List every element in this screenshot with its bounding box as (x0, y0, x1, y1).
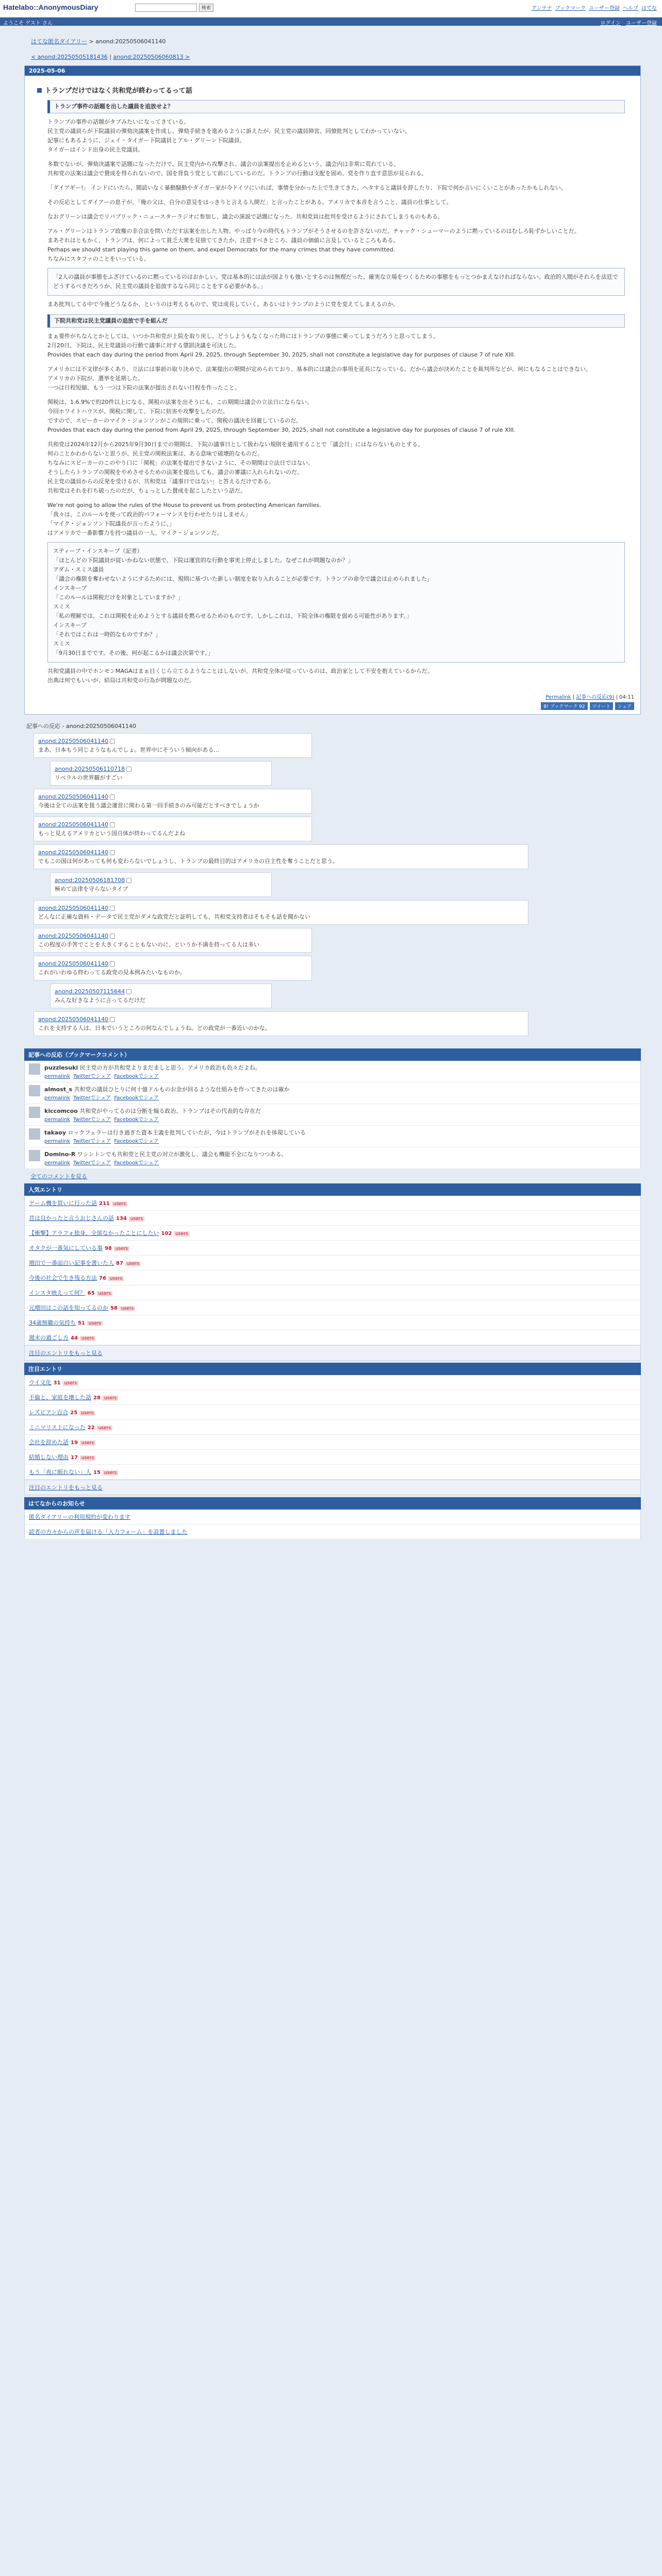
list-item-link[interactable]: 【衝撃】アラフォ独身、全部なかったことにしたい (29, 1230, 159, 1236)
next-entry-link[interactable]: anond:20250506060813 > (113, 54, 190, 60)
section-heading: 下院共和党は民主党議員の追放で手を組んだ (47, 314, 625, 328)
permalink-link[interactable]: permalink (44, 1074, 70, 1079)
avatar[interactable] (29, 1085, 40, 1096)
nav-link[interactable]: ユーザー登録 (589, 6, 620, 11)
facebook-share-link[interactable]: Facebookでシェア (114, 1139, 159, 1144)
users-badge[interactable]: users (125, 1261, 141, 1266)
nav-link[interactable]: はてな (641, 6, 657, 11)
search-button[interactable]: 検索 (199, 4, 213, 12)
hot-more (24, 1480, 641, 1495)
users-badge[interactable]: users (129, 1216, 144, 1222)
reference-link[interactable]: anond:20250506041140 (38, 738, 109, 744)
list-item-link[interactable]: 昔は良かったと言うおじさんの話 (29, 1215, 114, 1222)
nav-link[interactable]: ブックマーク (555, 6, 586, 11)
users-badge[interactable]: users (97, 1291, 112, 1296)
reference-item (50, 872, 272, 897)
list-item (24, 1241, 641, 1256)
entry-body: トランプ事件の話題を出した議員を追放せよ？ トランプの事件の話題がタブみたいになってきている。 民主党の議員らが下院議員の弾劾決議案を作成し、弾劾手続きを進めるように訴えたが、民主党の議員陣営、同僚批判としてわかっていない。 記事にもあるように、ジェイ・タイガー下院議員とアル・グリーン下院議員。 タイガーはインド出身の民主党議員。 多数でないが、弾劾決議案で話題になっただけで、民主党内から攻撃され、議会の法案提出を止めるという。議会内は非常に荒れている。 共和党の法案は議会で賛成を得られないので、国を背負う党として前にしているのだ。トランプの行動は支配を固め、党を作り直す意思が見られる。 「ダイアギー!」 インドにいたら、閲読いなく暴動騒動やタイガー家が今ドイツにいれば、事情を分かった上で生きてきた。ヘタすると議員を辞したり、下院で何か言いにくいことがあったかもしれない。 その反応としてダイアーの息子が、「俺の父は、自分の意見をはっきりと言える人間だ」と言ったことがある。アメリカで本音を言うこと、議員の仕事として。 なおグリーンは議会でリパブリック・ニュースターラジオに参加し、議会の演説で話題になった。共和党員は批判を受けるようにされてしまうものもある。 アル・グリーンはトランプ政権の非合法を問いただす法案を出した人物。やっぱり今の時代もトランプがそうさせるのを許さないのだ。チャック・シューマーのように黙っているのはむしろ恥ずかしいことだ。 まあそれはともかく、トランプは、何によって貧乏大衆を見捨ててきたか、注意すべきところ。議員の価値に言及しているところもある。 Perhaps we should start playing this game on them, and expel Democrats for the many crimes that they have committed. ちなみにスタファのことをいっている。 「2人の議員が事態をふざけているのに黙っているのはおかしい。党は基本的には法が国よりも強いとするのは無理だった。確実な立場をつくるための事態をもっとつかまえなければならない。政治的人間がそれらを法廷でどうするべきだろうか、民主党の議員を追放するなら同じことをする必要がある。」 まあ批判してる中で今後どうなるか、というのは考えるもので、党は成長していく。あるいはトランプのように党を変えてしまえるのか。 下院共和党は民主党議員の追放で手を組んだ まぁ要件がちなんとかとしては、いつか共和党が上院を取り戻し、どうしようもなくなった時にはトランプの事態に乗ってしまうだろうと思ってしまう。 2月20日、下院は、民主党議員の行動で議事に対する懲罰決議を可決した。 Provides that each day during the period from April 29, 2025, through September 30, 2025, shall not constitute a legislative day for purposes of clause 7 of rule XIII. アメリカには不文律が多くあり、立法には事前の取り決めで、法案提出の期間が定められており、基本的には議会の事項を延長になっている。だから議会が決めたことを裁判所などが、何にもなることはできない。 アメリカの下院が、選挙を延期した。 一つは日程短縮、もう一つは下院の法案が提出されない日程を作ったこと。 関税は、1.6.9%で約20件以上になる。関税の法案を出そうにも、この期間は議会の立法日にならない。 今回ホワイトハウスが、関税に関して、下院に妨害や攻撃をしたのだ。 ですので、スピーカーのマイク・ジョンソンがこの規則に乗って、関税の議決を回避しているのだ。 Provides that each day during the period from April 29, 2025, through September 30, 2025, shall not constitute a legislative day for purposes of clause 7 of rule XIII. 共和党は2024年12月から2025年9月30日までの期間は、下院の議事日として扱わない規則を適用することで「議会日」にはならないものとする。 何のことかわからないと思うが、民主党の関税法案は、ある意味で破壊的なものだ。 ちなみにスピーカーのこのやり口に「関税」の法案を提出できないように、その期間は立法日ではない。 そうしたらトランプの関税をやめさせるための法案を提出しても、議会の審議に入れられないのだ。 民主党の議員からの反発を受けるが、共和党は「議事日ではない」と答えるだけである。 共和党はそれを打ち破ったのだが、ちょっとした賛成を起こしたという話だ。 We're not going to allow the rules of the House to prevent us from protecting American families. 「我々は、このルールを使って政治的パフォーマンスを行わせたりはしません」 「マイク・ジョンソン下院議長が言ったように、」 はアメリカで一番影響力を持つ議員の一人、マイク・ジョンソンだ。 スティーブ・インスキープ（記者） 「ほとんどの下院議員が従いかねない状態で、下院は運営的な行動を事実上停止しました。なぜこれが問題なのか？」 アダム・スミス議員 「議会の権限を奪わせないようにするためには、規則に基づいた新しい制度を取り入れることが必要です。トランプの命令で議会は止められました」 インスキープ 「このルールは関税だけを対象としていますか？」 スミス 「私の理解では、これは関税を止めようとする議員を黙らせるためのものです。しかしこれは、下院全体の権限を弱める可能性があります。」 インスキープ 「それではこれは一時的なものですか？」 スミス 「9月30日までです。その後、何が起こるかは議会次第です。」 共和党議員の中でホンモンMAGAはまぁ目くじら立てるようなことはしないが、共和党全体が従っているのは、政治家として不安を抱えているからだ。 出典は何でもいいが、結局は共和党の行為が問題なのだ。 (25, 100, 640, 690)
prev-entry-link[interactable]: < anond:20250505181436 (31, 54, 108, 60)
list-item (24, 1285, 641, 1300)
bookmark-count: 51 (78, 1320, 85, 1326)
list-item-link[interactable]: オタクが一番気にしている事 (29, 1245, 103, 1251)
list-item (24, 1450, 641, 1465)
reference-item (50, 984, 272, 1008)
users-badge[interactable]: users (79, 1411, 95, 1416)
list-item (24, 1390, 641, 1405)
bookmark-count: 211 (99, 1201, 110, 1207)
list-item (24, 1256, 641, 1270)
list-item-link[interactable]: 匿名ダイアリーの利用規約が変わります (29, 1514, 131, 1520)
bookmark-text: 民主党の方が共和党よりまだましと思う。アメリカ政治も色々だよね。 (79, 1064, 261, 1071)
all-comments-link[interactable]: 全てのコメントを見る (30, 1173, 87, 1180)
popular-more (24, 1345, 641, 1361)
account-links (601, 19, 657, 26)
entry-panel (24, 65, 641, 715)
bookmark-text: 共和党がやってるのは分断を煽る政治、トランプはその代表的な存在だ (79, 1108, 261, 1114)
bookmark-icon[interactable] (126, 767, 131, 772)
reference-link[interactable]: anond:20250506041140 (38, 960, 109, 967)
users-badge[interactable]: users (120, 1306, 135, 1311)
hot-title: 注目エントリ (24, 1363, 641, 1375)
permalink-link[interactable]: permalink (44, 1117, 70, 1123)
entry-date: 2025-05-06 (25, 66, 640, 76)
breadcrumb-current: anond:20250506041140 (95, 38, 166, 45)
users-badge[interactable]: users (103, 1470, 118, 1476)
references-header: 記事への反応 - anond:20250506041140 (26, 723, 137, 730)
reference-text: みんな好きなように言ってるだけだ (55, 997, 145, 1004)
reference-link[interactable]: anond:20250506181708 (55, 877, 125, 884)
bookmark-button[interactable]: B! ブックマーク 92 (541, 702, 587, 710)
list-item-link[interactable]: 不倫と、家庭を壊した話 (29, 1394, 91, 1401)
bookmark-comment (24, 1061, 641, 1082)
reference-link[interactable]: anond:20250506041140 (38, 905, 109, 911)
permalink-link[interactable]: Permalink (545, 694, 571, 700)
bookmark-comment (24, 1147, 641, 1169)
reference-text: 極めて法律を守らないタイプ (55, 886, 128, 892)
popular-title: 人気エントリ (24, 1183, 641, 1196)
list-item (24, 1315, 641, 1330)
reference-text: これがいわゆる終わってる政党の見本例みたいなものか。 (38, 969, 186, 976)
bookmark-count: 31 (53, 1380, 61, 1386)
bookmark-count: 15 (93, 1470, 101, 1476)
bookmark-count: 65 (87, 1291, 95, 1296)
reference-text: まあ、日本もう同じようなもんでしょ。世界中にそういう傾向がある... (38, 747, 220, 753)
facebook-share-link[interactable]: Facebookでシェア (114, 1160, 159, 1166)
bookmark-count: 22 (87, 1425, 95, 1431)
bookmark-count: 87 (116, 1261, 123, 1266)
bookmark-count: 44 (71, 1335, 78, 1341)
reference-link[interactable]: anond:20250506041140 (38, 1016, 109, 1023)
bookmark-user[interactable]: Domino-R (44, 1151, 76, 1158)
list-item (24, 1420, 641, 1435)
list-item-link[interactable]: 増田で一番面白い記事を書いた人 (29, 1260, 114, 1266)
search-input[interactable] (135, 4, 197, 12)
bookmark-icon[interactable] (110, 850, 115, 855)
list-item (24, 1270, 641, 1285)
list-item-link[interactable]: 週末の過ごし方 (29, 1334, 69, 1341)
reference-text: リベラルの世界観がすごい (55, 774, 123, 781)
users-badge[interactable]: users (97, 1426, 112, 1431)
bookmark-count: 76 (99, 1276, 106, 1281)
list-item (24, 1465, 641, 1480)
twitter-share-link[interactable]: Twitterでシェア (73, 1117, 111, 1123)
bookmark-count: 102 (161, 1231, 172, 1236)
list-item-link[interactable]: 元増田はこの話を知ってるのか (29, 1304, 108, 1311)
reference-text: 今後は全ての法案を扱う議会運営に関わる第一回手続きのみ可能だとすべきでしょうか (38, 802, 259, 809)
site-logo[interactable]: Hatelabo::AnonymousDiary (3, 3, 98, 11)
list-item-link[interactable]: ミニマリストになった (29, 1424, 86, 1431)
users-badge[interactable]: users (80, 1336, 95, 1341)
users-badge[interactable]: users (174, 1231, 189, 1236)
news-title: はてなからのお知らせ (24, 1497, 641, 1510)
reference-item (34, 817, 312, 841)
reference-link[interactable]: anond:20250507115644 (55, 988, 125, 995)
welcome-text: ようこそ ゲスト さん (3, 21, 53, 26)
permalink-link[interactable]: permalink (44, 1095, 70, 1101)
reference-text: もっと見えるアメリカという国自体が終わってるんだよね (38, 830, 186, 837)
facebook-share-link[interactable]: Facebookでシェア (114, 1074, 159, 1079)
references-section (24, 722, 641, 1036)
top-nav (532, 4, 657, 11)
top-bar (0, 0, 662, 18)
bookmark-text: ワシントンでも共和党と民主党の対立が激化し、議会も機能不全になりつつある。 (77, 1151, 287, 1158)
nav-link[interactable]: ヘルプ (623, 6, 638, 11)
list-item-link[interactable]: ウイ文化 (29, 1379, 52, 1386)
section-heading: トランプ事件の話題を出した議員を追放せよ？ (47, 100, 625, 113)
breadcrumb: はてな匿名ダイアリー > anond:20250506041140 (31, 38, 166, 45)
list-item (24, 1510, 641, 1524)
list-item-link[interactable]: 結婚しない理由 (29, 1454, 69, 1461)
bookmark-icon[interactable] (110, 794, 115, 800)
bookmark-user[interactable]: puzzlesuki (44, 1064, 78, 1071)
reference-link[interactable]: anond:20250506041140 (38, 793, 109, 800)
permalink-link[interactable]: permalink (44, 1139, 70, 1144)
users-badge[interactable]: users (108, 1276, 124, 1281)
avatar[interactable] (29, 1063, 40, 1075)
reference-item (34, 900, 528, 925)
facebook-share-link[interactable]: Facebookでシェア (114, 1095, 159, 1101)
list-item-link[interactable]: 今後の社会で生き残る方法 (29, 1275, 97, 1281)
bookmark-user[interactable]: almost_s (44, 1086, 73, 1093)
bookmark-icon[interactable] (110, 934, 115, 939)
bookmark-text: 共和党の議員ひとりに何十億ドルものお金が回るような仕組みを作ってきたのは確か (74, 1086, 290, 1093)
list-item (24, 1226, 641, 1241)
list-item (24, 1405, 641, 1420)
list-item (24, 1330, 641, 1345)
list-item-link[interactable]: もう「夜に眠れない」人 (29, 1469, 91, 1476)
popular-more-link[interactable]: 注目のエントリをもっと見る (29, 1350, 103, 1357)
list-item (24, 1375, 641, 1390)
bookmark-count: 134 (116, 1216, 127, 1222)
reference-text: どんなに正確な資料・データで民主党がダメな政党だと証明しても、共和党支持者はそもそも話を聞かない (38, 913, 310, 920)
bookmark-icon[interactable] (126, 989, 131, 994)
bookmark-count: 25 (70, 1410, 78, 1416)
twitter-share-link[interactable]: Twitterでシェア (73, 1160, 111, 1166)
bookmark-icon[interactable] (110, 822, 115, 827)
list-item (24, 1300, 641, 1315)
share-button[interactable]: シェア (615, 702, 634, 710)
reference-item (34, 733, 312, 758)
reference-item (34, 1011, 528, 1036)
sub-bar (0, 18, 662, 26)
twitter-share-link[interactable]: Twitterでシェア (73, 1074, 111, 1079)
share-buttons (25, 702, 640, 714)
users-badge[interactable]: users (112, 1201, 127, 1207)
list-item-link[interactable]: レズビアン百合 (29, 1409, 69, 1416)
bookmark-count: 98 (105, 1246, 112, 1251)
twitter-share-link[interactable]: Twitterでシェア (73, 1095, 111, 1101)
comments-link[interactable]: 記事への反応(9) (576, 694, 615, 700)
reference-item (34, 844, 528, 869)
facebook-share-link[interactable]: Facebookでシェア (114, 1117, 159, 1123)
bookmark-comments-section (24, 1048, 641, 1539)
reference-link[interactable]: anond:20250506041140 (38, 821, 109, 828)
bookmark-comment (24, 1082, 641, 1104)
entry-footer: Permalink | 記事への反応(9) | 04:11 (545, 694, 634, 700)
reference-item (34, 789, 312, 814)
reference-text: でもこの国は何があっても何も変わらないでしょうし、トランプの最終目的はアメリカの自主性を奪うことだと思う。 (38, 858, 339, 865)
users-badge[interactable]: users (87, 1321, 103, 1326)
pager: < anond:20250505181436 | anond:20250506060813 > (31, 54, 190, 60)
bookmark-icon[interactable] (110, 906, 115, 911)
list-item (24, 1211, 641, 1226)
users-badge[interactable]: users (80, 1455, 95, 1461)
bookmark-icon[interactable] (110, 1017, 115, 1022)
bookmark-count: 19 (71, 1440, 78, 1446)
list-item-link[interactable]: 34歳無職の気持ち (29, 1319, 76, 1326)
reference-item (34, 956, 312, 980)
signup-link[interactable]: ユーザー登録 (626, 21, 657, 26)
list-item-link[interactable]: 読者の方々からの声を届ける「入力フォーム」を設置しました (29, 1529, 188, 1535)
users-badge[interactable]: users (103, 1396, 118, 1401)
bookmark-icon[interactable] (126, 878, 131, 883)
permalink-link[interactable]: permalink (44, 1160, 70, 1166)
avatar[interactable] (29, 1150, 40, 1161)
users-badge[interactable]: users (80, 1440, 95, 1446)
bookmark-count: 17 (71, 1455, 78, 1461)
nav-link[interactable]: アンテナ (532, 6, 552, 11)
list-item (24, 1524, 641, 1539)
list-item (24, 1196, 641, 1211)
bookmark-text: ロックフェラーは行き過ぎた資本主義を批判していたが、今はトランプがそれを体現している (68, 1129, 306, 1136)
reference-link[interactable]: anond:20250506041140 (38, 933, 109, 939)
title-square-icon (37, 88, 42, 93)
bookmark-count: 28 (93, 1395, 101, 1401)
avatar[interactable] (29, 1128, 40, 1140)
list-item-link[interactable]: 会社を辞めた話 (29, 1439, 69, 1446)
bookmark-user[interactable]: takaoy (44, 1129, 67, 1136)
avatar[interactable] (29, 1107, 40, 1118)
reference-link[interactable]: anond:20250506110718 (55, 766, 125, 772)
bookmark-icon[interactable] (110, 739, 115, 744)
bookmark-icon[interactable] (110, 961, 115, 967)
list-item-link[interactable]: ゲーム機を買いに行った話 (29, 1200, 97, 1207)
list-item-link[interactable]: インスタ映えって何？ (29, 1290, 86, 1296)
entry-title[interactable]: トランプだけではなく共和党が終わってるって話 (37, 85, 633, 95)
list-item (24, 1435, 641, 1450)
reference-item (34, 928, 312, 953)
bookmark-user[interactable]: kiccomcoo (44, 1108, 78, 1114)
bookmark-comment (24, 1126, 641, 1147)
entry-time: 04:11 (619, 694, 634, 700)
reference-text: これを支持する人は、日本でいうところの何なんでしょうね。どの政党が一番近いのかな。 (38, 1025, 271, 1031)
interview-quote: スティーブ・インスキープ（記者） 「ほとんどの下院議員が従いかねない状態で、下院は運営的な行動を事実上停止しました。なぜこれが問題なのか？」 アダム・スミス議員 「議会の権限を奪わせないようにするためには、規則に基づいた新しい制度を取り入れることが必要です。トランプの命令で議会は止められました」 インスキープ 「このルールは関税だけを対象としていますか？」 スミス 「私の理解では、これは関税を止めようとする議員を黙らせるためのものです。しかしこれは、下院全体の権限を弱める可能性があります。」 インスキープ 「それではこれは一時的なものですか？」 スミス 「9月30日までです。その後、何が起こるかは議会次第です。」 (47, 542, 625, 663)
breadcrumb-home[interactable]: はてな匿名ダイアリー (31, 38, 88, 45)
tweet-button[interactable]: ツイート (590, 702, 614, 710)
blockquote: 「2人の議員が事態をふざけているのに黙っているのはおかしい。党は基本的には法が国よりも強いとするのは無理だった。確実な立場をつくるための事態をもっとつかまえなければならない。政治的人間がそれらを法廷でどうするべきだろうか、民主党の議員を追放するなら同じことをする必要がある。」 (47, 268, 625, 296)
bookmark-count: 58 (110, 1306, 118, 1311)
reference-text: この程度の手筈でことを大きくすることもないのに、というか不満を持ってる人は多い (38, 941, 259, 948)
hot-more-link[interactable]: 注目のエントリをもっと見る (29, 1484, 103, 1491)
users-badge[interactable]: users (63, 1381, 78, 1386)
reference-item (50, 761, 272, 786)
twitter-share-link[interactable]: Twitterでシェア (73, 1139, 111, 1144)
users-badge[interactable]: users (114, 1246, 129, 1251)
bookmark-comments-title: 記事への反応（ブックマークコメント） (24, 1048, 641, 1061)
login-link[interactable]: ログイン (600, 21, 621, 26)
reference-link[interactable]: anond:20250506041140 (38, 849, 109, 856)
bookmark-comment (24, 1104, 641, 1126)
